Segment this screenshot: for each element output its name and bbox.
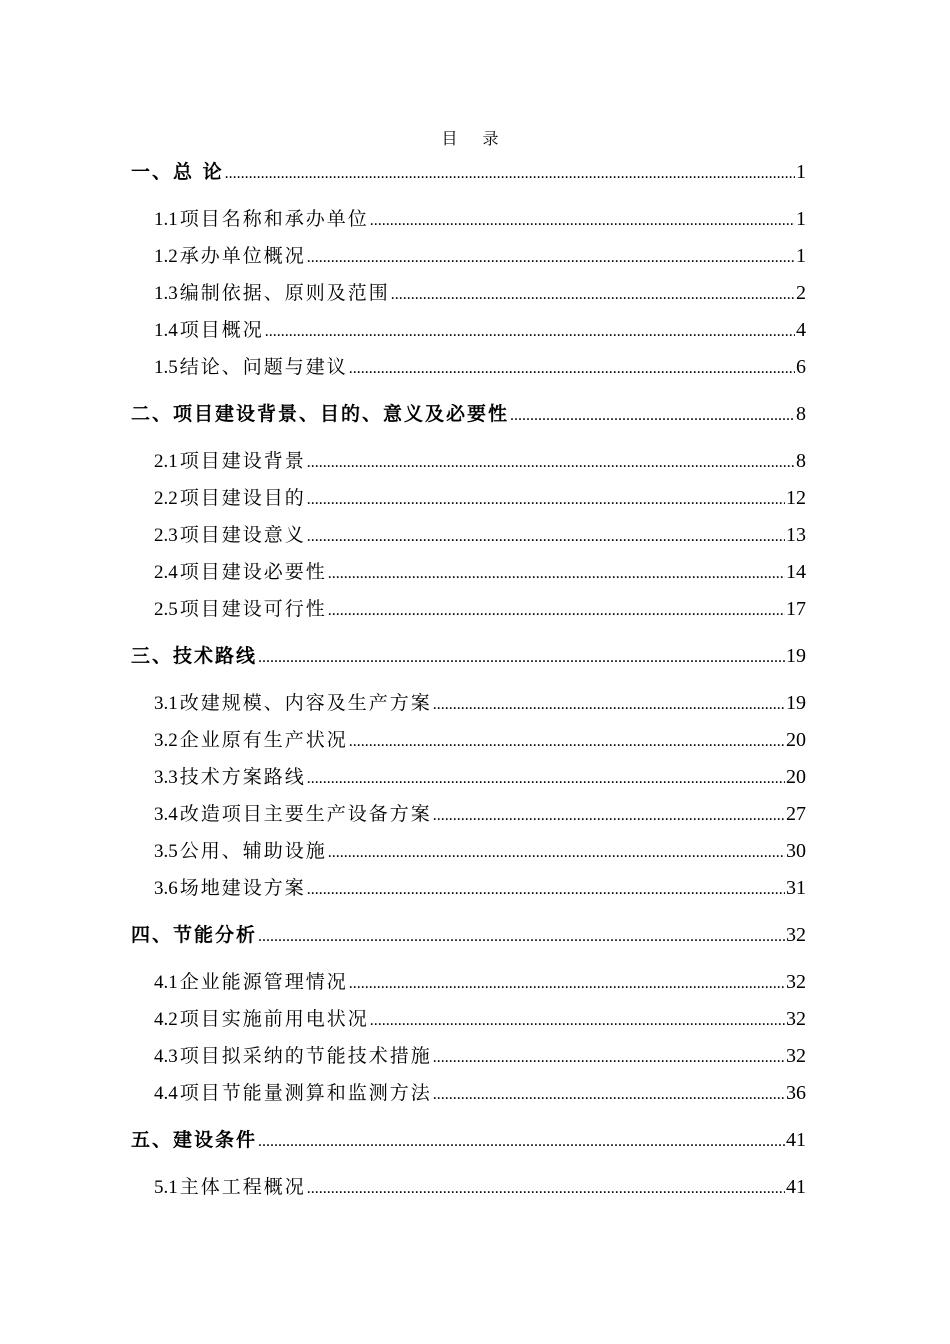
- leader-dots: [328, 839, 785, 867]
- toc-entry-number: 3.5: [154, 841, 178, 862]
- toc-entry-page: 12: [786, 487, 806, 509]
- toc-entry-1-4[interactable]: [154, 316, 806, 344]
- leader-dots: [510, 402, 795, 430]
- toc-entry-number: 1.5: [154, 357, 178, 378]
- leader-dots: [307, 244, 795, 272]
- toc-entry-page: 17: [786, 598, 806, 620]
- toc-entry-page: 13: [786, 524, 806, 546]
- toc-entry-number: 4.1: [154, 972, 178, 993]
- leader-dots: [265, 318, 795, 346]
- toc-entry-3-2[interactable]: [154, 726, 806, 754]
- toc-entry-page: 32: [786, 1045, 806, 1067]
- toc-entry-chapter-3[interactable]: [131, 642, 806, 670]
- toc-entry-number: 2.2: [154, 488, 178, 509]
- toc-entry-3-4[interactable]: [154, 800, 806, 828]
- toc-entry-number: 1.4: [154, 320, 178, 341]
- leader-dots: [307, 765, 785, 793]
- leader-dots: [225, 160, 795, 188]
- toc-entry-label: 项目名称和承办单位: [179, 208, 369, 230]
- toc-entry-2-3[interactable]: [154, 521, 806, 549]
- toc-entry-1-5[interactable]: [154, 353, 806, 381]
- toc-entry-number: 3.2: [154, 730, 178, 751]
- toc-entry-number: 1.2: [154, 246, 178, 267]
- leader-dots: [370, 1007, 785, 1035]
- leader-dots: [433, 691, 785, 719]
- toc-entry-label: 改造项目主要生产设备方案: [179, 803, 432, 825]
- toc-entry-number: 3.3: [154, 767, 178, 788]
- toc-entry-number: 2.1: [154, 451, 178, 472]
- toc-entry-label: 企业原有生产状况: [179, 729, 348, 751]
- toc-entry-page: 6: [796, 356, 806, 378]
- leader-dots: [307, 1175, 785, 1203]
- toc-entry-4-3[interactable]: [154, 1042, 806, 1070]
- toc-entry-label: 场地建设方案: [179, 877, 306, 899]
- toc-entry-2-1[interactable]: [154, 447, 806, 475]
- toc-entry-label: 改建规模、内容及生产方案: [179, 692, 432, 714]
- toc-entry-page: 36: [786, 1082, 806, 1104]
- toc-entry-chapter-4[interactable]: [131, 921, 806, 949]
- toc-entry-label: 一、总 论: [131, 161, 224, 183]
- toc-entry-number: 1.1: [154, 209, 178, 230]
- toc-entry-label: 项目建设可行性: [179, 598, 327, 620]
- toc-entry-number: 2.3: [154, 525, 178, 546]
- leader-dots: [349, 728, 785, 756]
- toc-entry-label: 项目概况: [179, 319, 264, 341]
- toc-entry-label: 项目建设背景: [179, 450, 306, 472]
- leader-dots: [258, 644, 785, 672]
- toc-entry-page: 1: [796, 208, 806, 230]
- leader-dots: [391, 281, 795, 309]
- toc-entry-page: 19: [786, 692, 806, 714]
- toc-entry-page: 27: [786, 803, 806, 825]
- toc-entry-number: 4.3: [154, 1046, 178, 1067]
- toc-entry-label: 结论、问题与建议: [179, 356, 348, 378]
- leader-dots: [433, 1081, 785, 1109]
- toc-entry-chapter-1[interactable]: [131, 158, 806, 186]
- toc-entry-label: 项目建设目的: [179, 487, 306, 509]
- leader-dots: [370, 207, 795, 235]
- toc-entry-page: 8: [796, 403, 806, 425]
- toc-entry-1-2[interactable]: [154, 242, 806, 270]
- toc-entry-4-1[interactable]: [154, 968, 806, 996]
- toc-entry-number: 3.6: [154, 878, 178, 899]
- toc-entry-label: 项目实施前用电状况: [179, 1008, 369, 1030]
- toc-entry-page: 32: [786, 1008, 806, 1030]
- toc-entry-page: 1: [796, 161, 806, 183]
- toc-entry-label: 项目节能量测算和监测方法: [179, 1082, 432, 1104]
- toc-entry-number: 4.4: [154, 1083, 178, 1104]
- toc-entry-number: 1.3: [154, 283, 178, 304]
- toc-entry-label: 项目建设意义: [179, 524, 306, 546]
- toc-entry-page: 20: [786, 766, 806, 788]
- leader-dots: [433, 802, 785, 830]
- toc-entry-chapter-2[interactable]: [131, 400, 806, 428]
- leader-dots: [328, 560, 785, 588]
- leader-dots: [307, 486, 785, 514]
- leader-dots: [307, 523, 785, 551]
- toc-entry-3-1[interactable]: [154, 689, 806, 717]
- toc-entry-page: 32: [786, 971, 806, 993]
- toc-entry-page: 31: [786, 877, 806, 899]
- toc-entry-1-3[interactable]: [154, 279, 806, 307]
- toc-entry-3-3[interactable]: [154, 763, 806, 791]
- leader-dots: [258, 1128, 785, 1156]
- toc-entry-page: 30: [786, 840, 806, 862]
- toc-title: 目 录: [441, 129, 509, 148]
- toc-entry-label: 公用、辅助设施: [179, 840, 327, 862]
- toc-entry-chapter-5[interactable]: [131, 1126, 806, 1154]
- toc-entry-page: 14: [786, 561, 806, 583]
- leader-dots: [307, 449, 795, 477]
- leader-dots: [349, 970, 785, 998]
- toc-entry-number: 4.2: [154, 1009, 178, 1030]
- toc-entry-label: 三、技术路线: [131, 645, 258, 667]
- toc-entry-3-6[interactable]: [154, 874, 806, 902]
- toc-entry-page: 20: [786, 729, 806, 751]
- toc-entry-3-5[interactable]: [154, 837, 806, 865]
- toc-entry-label: 二、项目建设背景、目的、意义及必要性: [131, 403, 510, 425]
- toc-entry-page: 41: [786, 1129, 806, 1151]
- toc-entry-4-4[interactable]: [154, 1079, 806, 1107]
- toc-entry-label: 承办单位概况: [179, 245, 306, 267]
- toc-entry-number: 5.1: [154, 1177, 178, 1198]
- toc-entry-label: 企业能源管理情况: [179, 971, 348, 993]
- toc-entry-page: 32: [786, 924, 806, 946]
- leader-dots: [328, 597, 785, 625]
- toc-entry-number: 3.1: [154, 693, 178, 714]
- leader-dots: [433, 1044, 785, 1072]
- toc-entry-label: 五、建设条件: [131, 1129, 258, 1151]
- toc-entry-5-1[interactable]: [154, 1173, 806, 1201]
- leader-dots: [258, 923, 785, 951]
- toc-entry-label: 项目拟采纳的节能技术措施: [179, 1045, 432, 1067]
- toc-entry-4-2[interactable]: [154, 1005, 806, 1033]
- leader-dots: [307, 876, 785, 904]
- toc-entry-2-4[interactable]: [154, 558, 806, 586]
- toc-entry-2-5[interactable]: [154, 595, 806, 623]
- toc-entry-page: 19: [786, 645, 806, 667]
- toc-entry-page: 4: [796, 319, 806, 341]
- toc-entry-label: 项目建设必要性: [179, 561, 327, 583]
- leader-dots: [349, 355, 795, 383]
- toc-entry-1-1[interactable]: [154, 205, 806, 233]
- toc-entry-number: 2.4: [154, 562, 178, 583]
- toc-entry-label: 技术方案路线: [179, 766, 306, 788]
- toc-entry-label: 主体工程概况: [179, 1176, 306, 1198]
- toc-entry-page: 1: [796, 245, 806, 267]
- toc-entry-2-2[interactable]: [154, 484, 806, 512]
- toc-entry-label: 四、节能分析: [131, 924, 258, 946]
- toc-entry-page: 2: [796, 282, 806, 304]
- toc-entry-label: 编制依据、原则及范围: [179, 282, 390, 304]
- toc-entry-page: 41: [786, 1176, 806, 1198]
- toc-entry-number: 3.4: [154, 804, 178, 825]
- toc-entry-number: 2.5: [154, 599, 178, 620]
- toc-entry-page: 8: [796, 450, 806, 472]
